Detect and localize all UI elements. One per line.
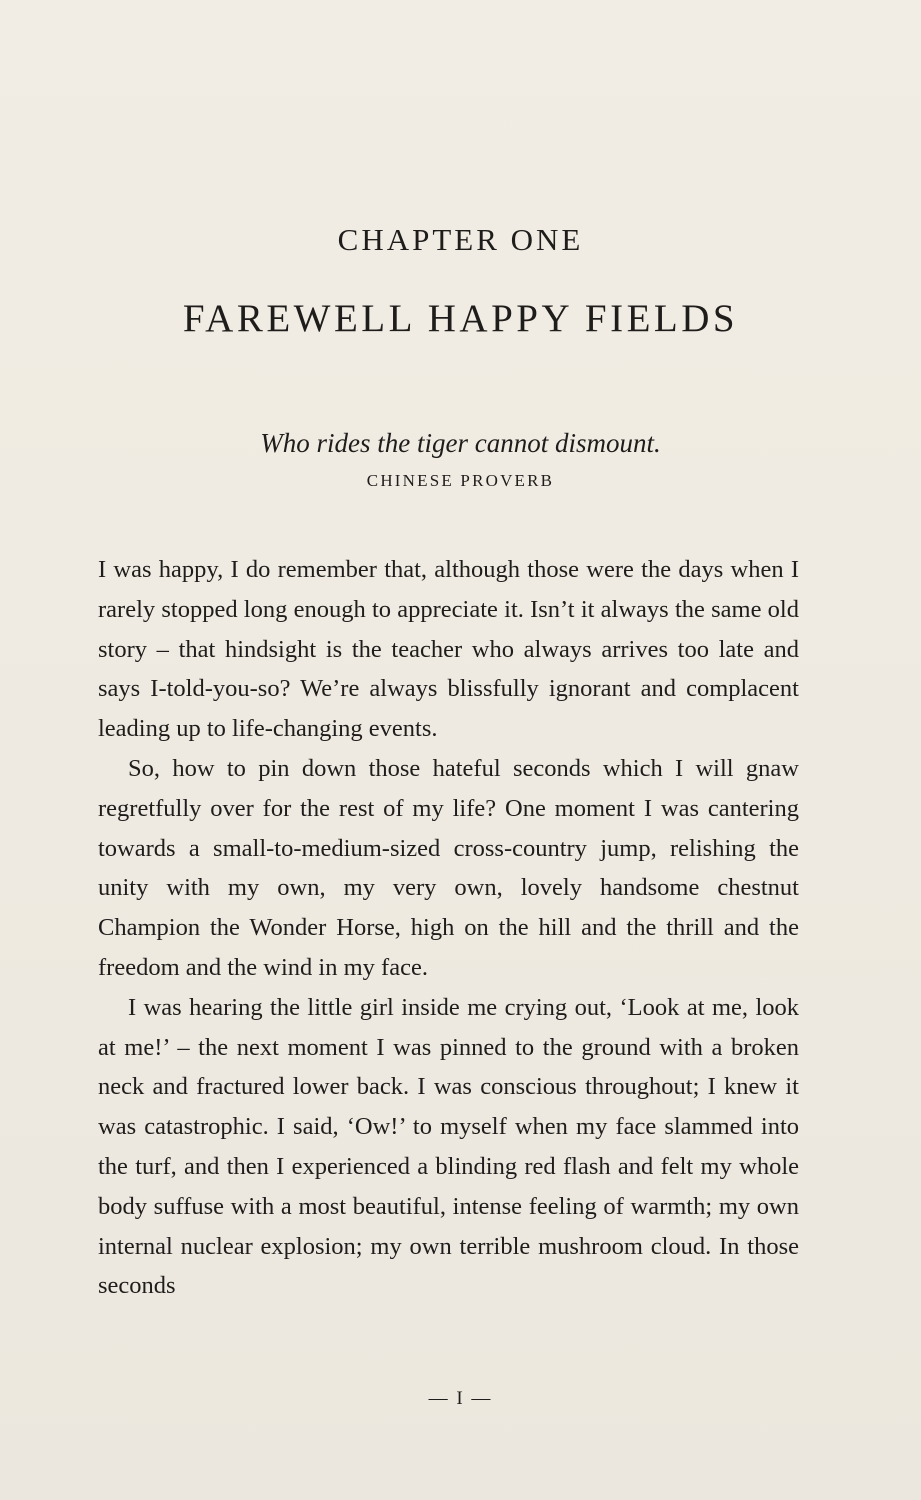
chapter-body xyxy=(98,550,799,1306)
epigraph-quote: Who rides the tiger cannot dismount. xyxy=(260,428,661,458)
epigraph xyxy=(0,425,921,491)
page-number: — I — xyxy=(428,1388,493,1409)
epigraph-source: CHINESE PROVERB xyxy=(366,471,555,490)
paragraph-2: So, how to pin down those hateful seconds which I will gnaw regretfully over for the rest of my life? One moment I was cantering towards a small-to-medium-sized cross-country jump, relishing the unity with my own, my very own, lovely handsome chestnut Champion the Wonder Horse, high on the hill and the thrill and the freedom and the wind in my face. xyxy=(98,754,799,981)
chapter-label: CHAPTER ONE xyxy=(337,222,584,257)
chapter-title: FAREWELL HAPPY FIELDS xyxy=(182,297,739,340)
paragraph-3: I was hearing the little girl inside me crying out, ‘Look at me, look at me!’ – the next moment I was pinned to the ground with a broken neck and fractured lower back. I was conscious throughout; I knew it was catastrophic. I said, ‘Ow!’ to myself when my face slammed into the turf, and then I experienced a blinding red flash and felt my whole body suffuse with a most beautiful, intense feeling of warmth; my own internal nuclear explosion; my own terrible mushroom cloud. In those seconds xyxy=(98,993,799,1300)
paragraph-1: I was happy, I do remember that, although those were the days when I rarely stopped long enough to appreciate it. Isn’t it always the same old story – that hindsight is the teacher who always arrives too late and says I-told-you-so? We’re always blissfully ignorant and complacent leading up to life-changing events. xyxy=(98,556,799,743)
